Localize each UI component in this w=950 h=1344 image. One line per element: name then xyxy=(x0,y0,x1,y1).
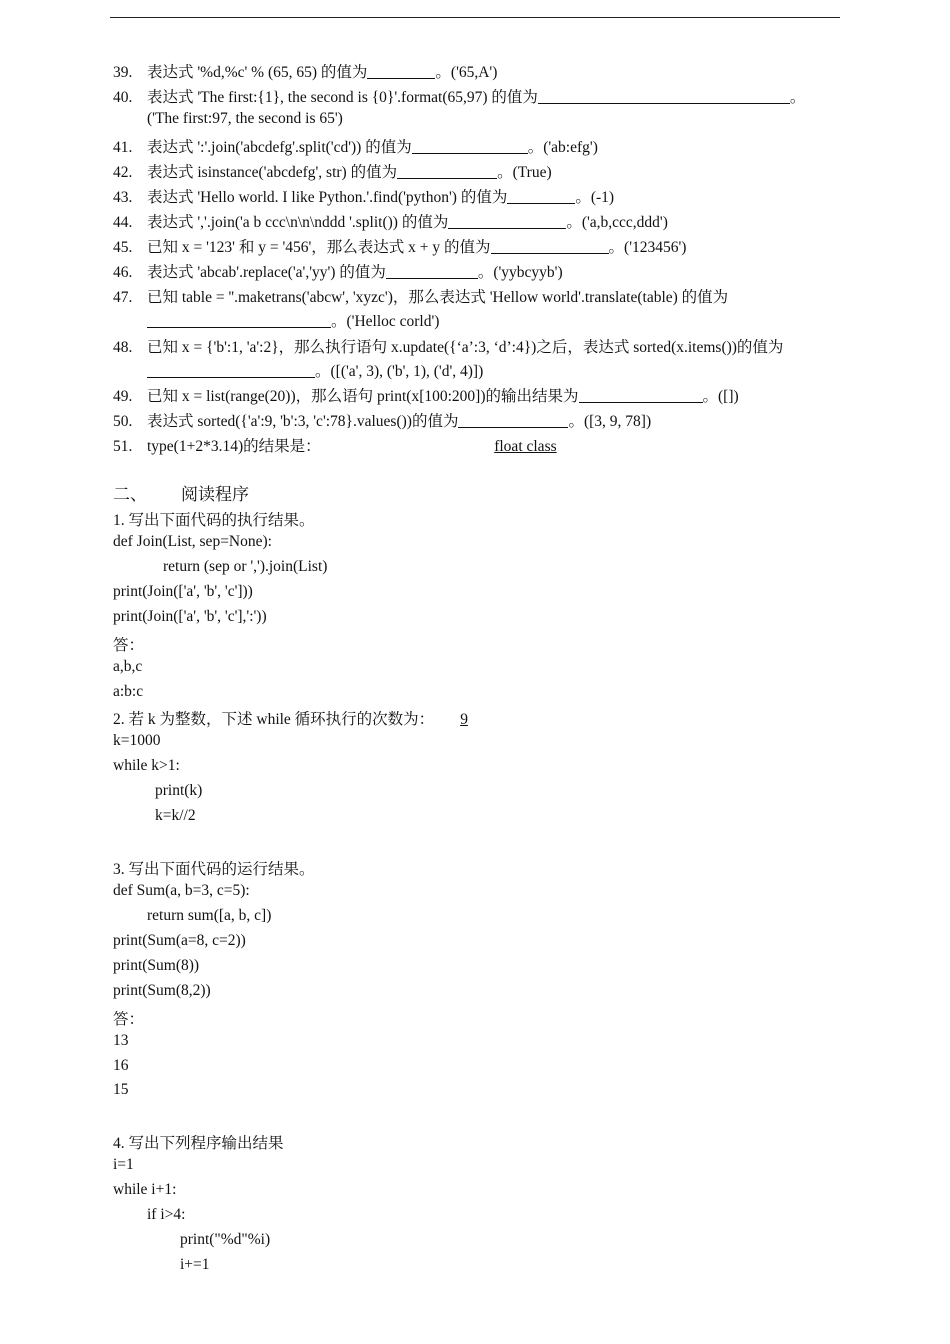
program-line xyxy=(113,583,253,601)
question-47 xyxy=(113,285,728,307)
question-50 xyxy=(113,409,651,431)
answer-blank[interactable] xyxy=(579,388,703,403)
answer-blank[interactable] xyxy=(147,363,315,378)
question-41 xyxy=(113,135,598,157)
program-line-text: return sum([a, b, c]) xyxy=(147,907,272,924)
program-line xyxy=(113,857,315,879)
program-line-text: 答： xyxy=(113,1011,145,1028)
program-line-text: a,b,c xyxy=(113,658,143,675)
program-line xyxy=(113,1007,144,1029)
program-line xyxy=(147,1206,185,1224)
program-line xyxy=(155,807,196,825)
program-line-text: 13 xyxy=(113,1032,129,1049)
question-40 xyxy=(113,85,805,107)
program-line-text: print(Join(['a', 'b', 'c'])) xyxy=(113,583,253,600)
question-answer: 。([3, 9, 78]) xyxy=(568,413,652,430)
question-number: 41. xyxy=(113,139,133,156)
question-number: 43. xyxy=(113,189,133,206)
question-46 xyxy=(113,260,563,282)
question-number: 51. xyxy=(113,438,133,455)
program-line xyxy=(113,1181,176,1199)
question-answer: 。('123456') xyxy=(608,239,687,256)
question-text: 已知 x = {'b':1, 'a':2}，那么执行语句 x.update({‘a’:3, ‘d’:4})之后，表达式 sorted(x.items())的值为 xyxy=(147,339,784,356)
question-text: 表达式 ':'.join('abcdefg'.split('cd')) 的值为 xyxy=(147,139,412,156)
question-answer: 。('Helloc corld') xyxy=(331,313,440,330)
question-answer: 。([]) xyxy=(702,388,739,405)
answer-blank[interactable] xyxy=(147,313,331,328)
question-number: 44. xyxy=(113,214,133,231)
question-text: 已知 x = '123' 和 y = '456'，那么表达式 x + y 的值为 xyxy=(147,239,491,256)
question-continuation xyxy=(147,309,439,331)
question-answer: 。(-1) xyxy=(575,189,615,206)
program-line xyxy=(113,707,520,729)
answer-blank[interactable] xyxy=(448,214,566,229)
question-number: 42. xyxy=(113,164,133,181)
program-line xyxy=(113,508,315,530)
answer-blank[interactable] xyxy=(412,139,528,154)
program-line xyxy=(113,1032,129,1050)
question-number: 40. xyxy=(113,89,133,106)
program-line xyxy=(180,1231,270,1249)
question-39 xyxy=(113,60,497,82)
program-line xyxy=(113,633,144,655)
question-44 xyxy=(113,210,668,232)
question-number: 48. xyxy=(113,339,133,356)
program-line xyxy=(113,932,246,950)
question-answer: 。 xyxy=(789,89,806,106)
program-line-text: 15 xyxy=(113,1081,129,1098)
question-text: 表达式 ','.join('a b ccc\n\n\nddd '.split()) 的值为 xyxy=(147,214,449,231)
question-number: 45. xyxy=(113,239,133,256)
question-48 xyxy=(113,335,783,357)
program-line-text: 答： xyxy=(113,637,145,654)
program-line xyxy=(113,1081,129,1099)
program-line-text: k=1000 xyxy=(113,732,161,749)
program-line-text: print(k) xyxy=(155,782,203,799)
program-line xyxy=(113,1057,129,1075)
program-line-text: i+=1 xyxy=(180,1256,210,1273)
program-line-text: while i+1: xyxy=(113,1181,177,1198)
program-line-text: 2. 若 k 为整数，下述 while 循环执行的次数为： xyxy=(113,711,435,728)
program-line-text: a:b:c xyxy=(113,683,144,700)
question-answer: 。('65,A') xyxy=(435,64,498,81)
question-49 xyxy=(113,384,739,406)
question-answer: 。(True) xyxy=(497,164,552,181)
question-42 xyxy=(113,160,552,182)
question-text: 表达式 isinstance('abcdefg', str) 的值为 xyxy=(147,164,398,181)
program-line xyxy=(113,683,143,701)
question-answer: 。([('a', 3), ('b', 1), ('d', 4)]) xyxy=(315,363,484,380)
question-45 xyxy=(113,235,686,257)
program-line-text: print(Sum(8)) xyxy=(113,957,200,974)
question-continuation xyxy=(147,359,483,381)
program-line-text: print("%d"%i) xyxy=(180,1231,271,1248)
program-line xyxy=(113,1131,284,1153)
question-51 xyxy=(113,434,557,456)
underlined-answer: 9 xyxy=(460,711,468,728)
question-text: 表达式 sorted({'a':9, 'b':3, 'c':78}.values())的值为 xyxy=(147,413,459,430)
question-number: 39. xyxy=(113,64,133,81)
program-line xyxy=(113,608,267,626)
program-line-text: k=k//2 xyxy=(155,807,196,824)
question-text: 已知 table = ''.maketrans('abcw', 'xyzc')，那么表达式 'Hellow world'.translate(table) 的值为 xyxy=(147,289,729,306)
program-line-text: 4. 写出下列程序输出结果 xyxy=(113,1135,284,1152)
program-line-text: return (sep or ',').join(List) xyxy=(163,558,328,575)
answer-blank[interactable] xyxy=(491,239,609,254)
program-line xyxy=(113,533,272,551)
header-rule xyxy=(110,17,840,18)
program-line-text: 16 xyxy=(113,1057,129,1074)
program-line xyxy=(180,1256,210,1274)
question-text: 表达式 'The first:{1}, the second is {0}'.format(65,97) 的值为 xyxy=(147,89,538,106)
question-answer: 。('ab:efg') xyxy=(527,139,598,156)
question-number: 49. xyxy=(113,388,133,405)
section-title: 阅读程序 xyxy=(181,485,249,504)
question-continuation xyxy=(147,110,343,128)
program-line-text: 1. 写出下面代码的执行结果。 xyxy=(113,512,315,529)
program-line-text: if i>4: xyxy=(147,1206,186,1223)
program-line xyxy=(113,757,180,775)
answer-blank[interactable] xyxy=(397,164,497,179)
program-line xyxy=(113,1156,134,1174)
section-number: 二、 xyxy=(113,485,147,504)
question-answer: 。('a,b,ccc,ddd') xyxy=(566,214,668,231)
question-answer: ('The first:97, the second is 65') xyxy=(147,110,343,127)
question-43 xyxy=(113,185,614,207)
program-line xyxy=(113,957,199,975)
program-line xyxy=(155,782,202,800)
program-line-text: print(Sum(8,2)) xyxy=(113,982,211,999)
question-text: 表达式 'abcab'.replace('a','yy') 的值为 xyxy=(147,264,386,281)
program-line xyxy=(147,907,271,925)
program-line xyxy=(113,658,142,676)
program-line xyxy=(113,882,250,900)
answer-blank[interactable] xyxy=(367,64,435,79)
program-line xyxy=(113,732,161,750)
underlined-answer: float class xyxy=(494,438,557,455)
question-text: 表达式 '%d,%c' % (65, 65) 的值为 xyxy=(147,64,368,81)
program-line-text: def Sum(a, b=3, c=5): xyxy=(113,882,250,899)
question-text: type(1+2*3.14)的结果是： xyxy=(147,438,321,455)
program-line-text: print(Join(['a', 'b', 'c'],':')) xyxy=(113,608,267,625)
question-number: 46. xyxy=(113,264,133,281)
program-line-text: i=1 xyxy=(113,1156,134,1173)
answer-blank[interactable] xyxy=(458,413,568,428)
question-text: 表达式 'Hello world. I like Python.'.find('python') 的值为 xyxy=(147,189,508,206)
program-line-text: 3. 写出下面代码的运行结果。 xyxy=(113,861,315,878)
question-answer: 。('yybcyyb') xyxy=(477,264,563,281)
program-line-text: print(Sum(a=8, c=2)) xyxy=(113,932,246,949)
answer-blank[interactable] xyxy=(507,189,575,204)
program-line xyxy=(113,982,211,1000)
program-line-text: while k>1: xyxy=(113,757,180,774)
section-heading xyxy=(113,480,249,505)
answer-blank[interactable] xyxy=(386,264,478,279)
answer-blank[interactable] xyxy=(538,89,790,104)
program-line-text: def Join(List, sep=None): xyxy=(113,533,272,550)
program-line xyxy=(163,558,327,576)
question-number: 50. xyxy=(113,413,133,430)
question-text: 已知 x = list(range(20))，那么语句 print(x[100:200])的输出结果为 xyxy=(147,388,579,405)
question-number: 47. xyxy=(113,289,133,306)
